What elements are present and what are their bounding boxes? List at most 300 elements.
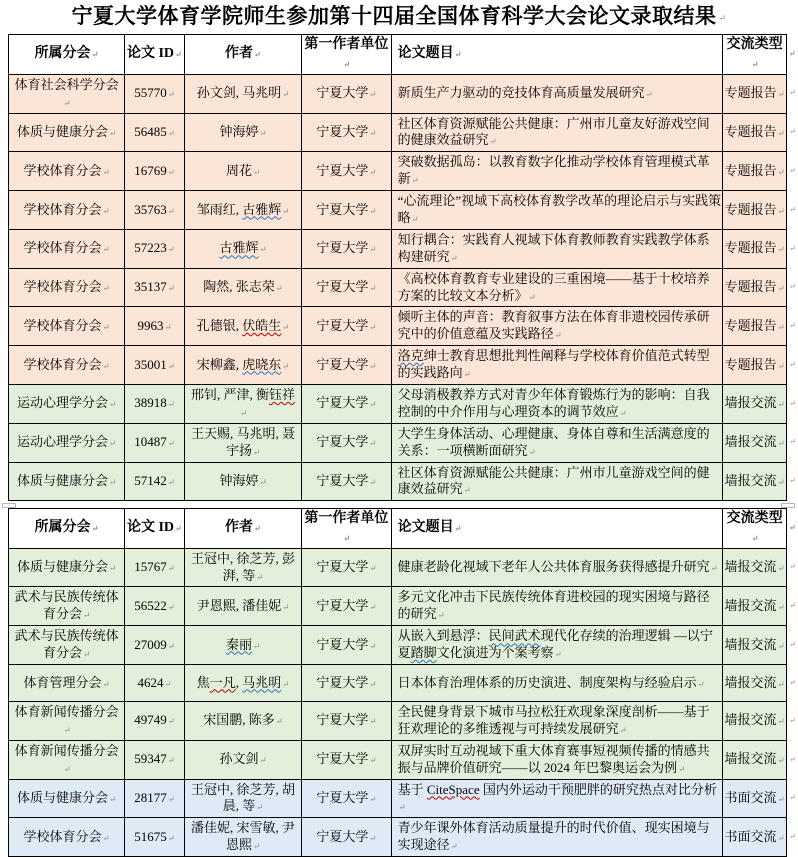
cell-text: 学校体育分会 ↵ bbox=[24, 240, 110, 255]
table-row bbox=[9, 346, 798, 385]
cell-title bbox=[391, 740, 723, 779]
cell-title bbox=[391, 384, 723, 423]
cell-text: 56522 ↵ bbox=[134, 598, 175, 613]
cell-affiliation bbox=[302, 268, 391, 307]
end-of-row-mark: ↵ bbox=[786, 740, 797, 779]
cell-text: 从嵌入到悬浮：民间武术现代化存续的治理逻辑 —以宁夏踏脚文化演进为个案考察 ↵ bbox=[398, 628, 713, 660]
cell-title bbox=[391, 307, 723, 346]
table-row bbox=[9, 307, 798, 346]
cell-authors bbox=[184, 384, 301, 423]
cell-division bbox=[9, 307, 125, 346]
cell-text: “心流理论”视域下高校体育教学改革的理论启示与实践策略 ↵ bbox=[398, 193, 722, 225]
cell-authors bbox=[184, 74, 301, 113]
end-of-row-mark: ↵ bbox=[786, 818, 797, 857]
cell-text: 35137 ↵ bbox=[134, 279, 175, 294]
cell-id bbox=[125, 268, 185, 307]
cell-title bbox=[391, 818, 723, 857]
cell-text: 体质与健康分会 ↵ bbox=[17, 473, 116, 488]
cell-division bbox=[9, 113, 125, 152]
cell-affiliation bbox=[302, 779, 391, 818]
cell-authors bbox=[184, 587, 301, 626]
cell-authors bbox=[184, 152, 301, 191]
cell-text: 宁夏大学 ↵ bbox=[316, 712, 376, 727]
cell-division bbox=[9, 152, 125, 191]
column-header-authors bbox=[184, 35, 301, 74]
cell-text: 倾听主体的声音：教育叙事方法在体育非遗校园传承研究中的价值意蕴及实践路径 ↵ bbox=[398, 309, 710, 341]
cell-id bbox=[125, 626, 185, 665]
spellcheck-underline: 洛克 bbox=[397, 348, 424, 364]
cell-text: 墙报交流 ↵ bbox=[725, 559, 785, 574]
cell-text: 38918 ↵ bbox=[134, 395, 175, 410]
cell-text: 体育管理分会 ↵ bbox=[24, 675, 110, 690]
cell-type bbox=[723, 229, 787, 268]
cell-text: 《高校体育教育专业建设的三重困境——基于十校培养方案的比较文本分析》 ↵ bbox=[398, 271, 710, 303]
cell-type bbox=[723, 587, 787, 626]
cell-division bbox=[9, 346, 125, 385]
cell-affiliation bbox=[302, 702, 391, 741]
cell-division bbox=[9, 74, 125, 113]
table-row bbox=[9, 740, 798, 779]
cell-text: 社区体育资源赋能公共健康：广州市儿童游戏空间的健康效益研究 ↵ bbox=[398, 465, 710, 497]
cell-text: 墙报交流 ↵ bbox=[725, 675, 785, 690]
cell-affiliation bbox=[302, 587, 391, 626]
column-header-label: 论文题目 ↵ bbox=[398, 520, 462, 535]
cell-text: 35763 ↵ bbox=[134, 202, 175, 217]
end-of-row-mark: ↵ bbox=[786, 307, 797, 346]
cell-id bbox=[125, 152, 185, 191]
cell-text: 59347 ↵ bbox=[134, 751, 175, 766]
cell-text: 知行耦合：实践育人视域下体育教师教育实践教学体系构建研究 ↵ bbox=[398, 232, 710, 264]
cell-text: 56485 ↵ bbox=[134, 124, 175, 139]
column-header-label: 所属分会 ↵ bbox=[35, 46, 99, 61]
cell-title bbox=[391, 191, 723, 230]
cell-id bbox=[125, 740, 185, 779]
page-title: 宁夏大学体育学院师生参加第十四届全国体育科学大会论文录取结果 ↵ bbox=[0, 2, 798, 30]
cell-text: 焦一凡, 马兆明 ↵ bbox=[197, 675, 290, 690]
cell-type bbox=[723, 113, 787, 152]
cell-affiliation bbox=[302, 548, 391, 587]
table-row bbox=[9, 626, 798, 665]
cell-affiliation bbox=[302, 818, 391, 857]
table-row bbox=[9, 74, 798, 113]
cell-text: 专题报告 ↵ bbox=[725, 85, 785, 100]
cell-type bbox=[723, 548, 787, 587]
cell-text: 邢钊, 严津, 衡钰祥 ↵ bbox=[191, 387, 295, 419]
cell-type bbox=[723, 740, 787, 779]
column-header-affiliation bbox=[302, 509, 391, 548]
cell-text: 宁夏大学 ↵ bbox=[316, 473, 376, 488]
cell-text: 孙文剑 ↵ bbox=[219, 751, 266, 766]
cell-text: 墙报交流 ↵ bbox=[725, 598, 785, 613]
cell-text: 洛克绅士教育思想批判性阐释与学校体育价值范式转型的实践路向 ↵ bbox=[398, 348, 710, 380]
cell-text: 55770 ↵ bbox=[134, 85, 175, 100]
cell-type bbox=[723, 346, 787, 385]
cell-type bbox=[723, 74, 787, 113]
cell-text: 运动心理学分会 ↵ bbox=[17, 395, 116, 410]
column-header-label: 交流类型 ↵ bbox=[727, 37, 783, 70]
cell-affiliation bbox=[302, 462, 391, 501]
cell-text bbox=[226, 637, 260, 652]
column-header-division bbox=[9, 509, 125, 548]
cell-text: 宋柳鑫, 虎晓东 ↵ bbox=[197, 357, 290, 372]
cell-title bbox=[391, 626, 723, 665]
cell-type bbox=[723, 818, 787, 857]
cell-type bbox=[723, 626, 787, 665]
cell-text: 宋国鹏, 陈多 ↵ bbox=[203, 712, 283, 727]
cell-id bbox=[125, 462, 185, 501]
cell-division bbox=[9, 587, 125, 626]
cell-text: 27009 ↵ bbox=[134, 637, 175, 652]
cell-affiliation bbox=[302, 191, 391, 230]
cell-text: 体质与健康分会 ↵ bbox=[17, 559, 116, 574]
end-of-row-mark: ↵ bbox=[786, 113, 797, 152]
cell-text: 学校体育分会 ↵ bbox=[24, 318, 110, 333]
cell-text: 15767 ↵ bbox=[134, 559, 175, 574]
cell-text: 新质生产力驱动的竞技体育高质量发展研究 ↵ bbox=[398, 85, 653, 100]
header-row bbox=[9, 35, 798, 74]
spellcheck-underline: 伏皓生 bbox=[242, 317, 282, 333]
cell-text: 28177 ↵ bbox=[134, 790, 175, 805]
table-row bbox=[9, 423, 798, 462]
cell-text: 孙文剑, 马兆明 ↵ bbox=[197, 85, 290, 100]
table-row bbox=[9, 152, 798, 191]
table-row bbox=[9, 462, 798, 501]
spellcheck-underline: 古雅辉 bbox=[219, 240, 259, 256]
cell-text: 突破数据孤岛：以教育数字化推动学校体育管理模式革新 ↵ bbox=[398, 154, 710, 186]
cell-id bbox=[125, 423, 185, 462]
cell-division bbox=[9, 740, 125, 779]
cell-text: 钟海婷 ↵ bbox=[219, 473, 266, 488]
cell-affiliation bbox=[302, 346, 391, 385]
column-header-label: 第一作者单位 ↵ bbox=[304, 37, 388, 70]
cell-authors bbox=[184, 740, 301, 779]
cell-text: 学校体育分会 ↵ bbox=[24, 202, 110, 217]
cell-text: 日本体育治理体系的历史演进、制度架构与经验启示 ↵ bbox=[398, 675, 705, 690]
end-of-row-mark: ↵ bbox=[786, 702, 797, 741]
results-table-2 bbox=[8, 508, 798, 857]
cell-text: 学校体育分会 ↵ bbox=[24, 279, 110, 294]
cell-text: 4624 ↵ bbox=[138, 675, 172, 690]
cell-id bbox=[125, 384, 185, 423]
end-of-row-mark: ↵ bbox=[786, 346, 797, 385]
cell-text: 运动心理学分会 ↵ bbox=[17, 434, 116, 449]
spellcheck-underline: 踏脚 bbox=[410, 645, 437, 661]
table-row bbox=[9, 665, 798, 702]
cell-text: 体育新闻传播分会 ↵ bbox=[15, 704, 119, 736]
cell-type bbox=[723, 152, 787, 191]
cell-text: 专题报告 ↵ bbox=[725, 318, 785, 333]
cell-text: 周花 ↵ bbox=[226, 163, 260, 178]
cell-authors bbox=[184, 268, 301, 307]
end-of-row-mark: ↵ bbox=[786, 587, 797, 626]
spellcheck-underline: 民间武术 bbox=[488, 628, 541, 644]
cell-text: 宁夏大学 ↵ bbox=[316, 357, 376, 372]
cell-text: 双屏实时互动视域下重大体育赛事短视频传播的情感共振与品牌价值研究——以 2024 年巴黎奥运会为例 ↵ bbox=[398, 743, 710, 775]
cell-type bbox=[723, 307, 787, 346]
cell-text: 宁夏大学 ↵ bbox=[316, 434, 376, 449]
cell-authors bbox=[184, 702, 301, 741]
cell-authors bbox=[184, 229, 301, 268]
end-of-row-mark: ↵ bbox=[786, 665, 797, 702]
cell-authors bbox=[184, 548, 301, 587]
document-page bbox=[0, 2, 798, 851]
cell-affiliation bbox=[302, 740, 391, 779]
table-row bbox=[9, 818, 798, 857]
cell-affiliation bbox=[302, 229, 391, 268]
cell-text: 武术与民族传统体育分会 ↵ bbox=[15, 589, 119, 621]
cell-title bbox=[391, 346, 723, 385]
cell-text: 专题报告 ↵ bbox=[725, 202, 785, 217]
cell-text: 宁夏大学 ↵ bbox=[316, 202, 376, 217]
cell-division bbox=[9, 229, 125, 268]
cell-text: 宁夏大学 ↵ bbox=[316, 829, 376, 844]
cell-type bbox=[723, 423, 787, 462]
cell-text: 专题报告 ↵ bbox=[725, 357, 785, 372]
spellcheck-underline: 马兆明 bbox=[242, 674, 282, 690]
cell-division bbox=[9, 268, 125, 307]
end-of-row-mark: ↵ bbox=[786, 152, 797, 191]
cell-affiliation bbox=[302, 665, 391, 702]
cell-text: 邹雨红, 古雅辉 ↵ bbox=[197, 202, 290, 217]
cell-type bbox=[723, 702, 787, 741]
cell-division bbox=[9, 818, 125, 857]
cell-text: 35001 ↵ bbox=[134, 357, 175, 372]
spellcheck-underline: CiteSpace bbox=[426, 781, 480, 797]
column-header-type bbox=[723, 509, 787, 548]
cell-title bbox=[391, 423, 723, 462]
column-header-title bbox=[391, 509, 723, 548]
column-header-label: 论文 ID ↵ bbox=[127, 46, 182, 61]
cell-text: 父母消极教养方式对青少年体育锻炼行为的影响：自我控制的中介作用与心理资本的调节效应 ↵ bbox=[398, 387, 710, 419]
column-header-label: 论文 ID ↵ bbox=[127, 520, 182, 535]
cell-authors bbox=[184, 307, 301, 346]
spellcheck-underline: 虎晓东 bbox=[242, 356, 282, 372]
cell-text: 宁夏大学 ↵ bbox=[316, 240, 376, 255]
cell-affiliation bbox=[302, 423, 391, 462]
spellcheck-underline: 钰祥 bbox=[269, 386, 296, 402]
spellcheck-underline: 一凡 bbox=[209, 674, 236, 690]
cell-division bbox=[9, 665, 125, 702]
results-table-1 bbox=[8, 34, 798, 501]
column-header-label: 作者 ↵ bbox=[225, 520, 261, 535]
cell-text: 专题报告 ↵ bbox=[725, 240, 785, 255]
cell-division bbox=[9, 384, 125, 423]
table-header bbox=[9, 509, 798, 548]
cell-text: 宁夏大学 ↵ bbox=[316, 675, 376, 690]
cell-division bbox=[9, 191, 125, 230]
cell-text: 宁夏大学 ↵ bbox=[316, 85, 376, 100]
cell-text: 王冠中, 徐芝芳, 胡晨, 等 ↵ bbox=[191, 782, 295, 814]
cell-title bbox=[391, 74, 723, 113]
cell-division bbox=[9, 423, 125, 462]
cell-text: 尹恩熙, 潘佳妮 ↵ bbox=[197, 598, 290, 613]
column-header-id bbox=[125, 35, 185, 74]
cell-id bbox=[125, 548, 185, 587]
cell-division bbox=[9, 779, 125, 818]
cell-text: 全民健身背景下城市马拉松狂欢现象深度剖析——基于狂欢理论的多维透视与可持续发展研究 ↵ bbox=[398, 704, 710, 736]
cell-authors bbox=[184, 626, 301, 665]
cell-text: 学校体育分会 ↵ bbox=[24, 829, 110, 844]
cell-affiliation bbox=[302, 74, 391, 113]
end-of-row-mark: ↵ bbox=[786, 548, 797, 587]
cell-id bbox=[125, 346, 185, 385]
cell-text: 宁夏大学 ↵ bbox=[316, 790, 376, 805]
cell-title bbox=[391, 113, 723, 152]
cell-text: 墙报交流 ↵ bbox=[725, 637, 785, 652]
cell-text: 57142 ↵ bbox=[134, 473, 175, 488]
cell-affiliation bbox=[302, 152, 391, 191]
cell-authors bbox=[184, 346, 301, 385]
cell-title bbox=[391, 587, 723, 626]
end-of-row-mark: ↵ bbox=[786, 462, 797, 501]
cell-title bbox=[391, 268, 723, 307]
cell-text: 潘佳妮, 宋雪敏, 尹恩熙 ↵ bbox=[191, 820, 295, 852]
cell-text: 宁夏大学 ↵ bbox=[316, 559, 376, 574]
cell-text: 9963 ↵ bbox=[138, 318, 172, 333]
cell-title bbox=[391, 152, 723, 191]
cell-text: 书面交流 ↵ bbox=[725, 829, 785, 844]
cell-text: 墙报交流 ↵ bbox=[725, 751, 785, 766]
column-header-type bbox=[723, 35, 787, 74]
end-of-row-mark: ↵ bbox=[786, 35, 797, 74]
cell-division bbox=[9, 462, 125, 501]
cell-text: 宁夏大学 ↵ bbox=[316, 163, 376, 178]
cell-authors bbox=[184, 818, 301, 857]
cell-authors bbox=[184, 462, 301, 501]
cell-text: 书面交流 ↵ bbox=[725, 790, 785, 805]
column-header-title bbox=[391, 35, 723, 74]
cell-text: 51675 ↵ bbox=[134, 829, 175, 844]
column-header-label: 交流类型 ↵ bbox=[727, 511, 783, 544]
cell-text bbox=[219, 240, 266, 255]
cell-authors bbox=[184, 665, 301, 702]
cell-authors bbox=[184, 113, 301, 152]
cell-text: 宁夏大学 ↵ bbox=[316, 279, 376, 294]
table-row bbox=[9, 229, 798, 268]
cell-authors bbox=[184, 779, 301, 818]
table-row bbox=[9, 587, 798, 626]
table-body bbox=[9, 548, 798, 856]
cell-title bbox=[391, 702, 723, 741]
column-header-id bbox=[125, 509, 185, 548]
cell-type bbox=[723, 779, 787, 818]
table-row bbox=[9, 779, 798, 818]
end-of-row-mark: ↵ bbox=[786, 229, 797, 268]
cell-text: 墙报交流 ↵ bbox=[725, 712, 785, 727]
column-header-authors bbox=[184, 509, 301, 548]
table-row bbox=[9, 702, 798, 741]
column-header-label: 论文题目 ↵ bbox=[398, 46, 462, 61]
cell-text: 57223 ↵ bbox=[134, 240, 175, 255]
cell-division bbox=[9, 626, 125, 665]
cell-text: 宁夏大学 ↵ bbox=[316, 751, 376, 766]
cell-text: 墙报交流 ↵ bbox=[725, 434, 785, 449]
end-of-row-mark: ↵ bbox=[786, 268, 797, 307]
cell-type bbox=[723, 462, 787, 501]
cell-text: 体育社会科学分会 ↵ bbox=[15, 77, 119, 109]
table-separator bbox=[2, 501, 795, 508]
cell-text: 王天赐, 马兆明, 聂宇扬 ↵ bbox=[191, 426, 295, 458]
column-header-label: 作者 ↵ bbox=[225, 46, 261, 61]
column-header-division bbox=[9, 35, 125, 74]
cell-text: 青少年课外体育活动质量提升的时代价值、现实困境与实现途径 ↵ bbox=[398, 820, 710, 852]
end-of-row-mark: ↵ bbox=[786, 509, 797, 548]
table-header bbox=[9, 35, 798, 74]
cell-text: 49749 ↵ bbox=[134, 712, 175, 727]
cell-text: 学校体育分会 ↵ bbox=[24, 163, 110, 178]
cell-authors bbox=[184, 423, 301, 462]
table-row bbox=[9, 548, 798, 587]
cell-text: 王冠中, 徐芝芳, 彭湃, 等 ↵ bbox=[191, 551, 295, 583]
cell-id bbox=[125, 307, 185, 346]
cell-text: 大学生身体活动、心理健康、身体自尊和生活满意度的关系：一项横断面研究 ↵ bbox=[398, 426, 710, 458]
cell-affiliation bbox=[302, 384, 391, 423]
cell-id bbox=[125, 702, 185, 741]
end-of-row-mark: ↵ bbox=[786, 74, 797, 113]
column-header-label: 所属分会 ↵ bbox=[35, 520, 99, 535]
table-body bbox=[9, 74, 798, 501]
cell-text: 健康老龄化视域下老年人公共体育服务获得感提升研究 ↵ bbox=[398, 559, 718, 574]
cell-text: 陶然, 张志荣 ↵ bbox=[203, 279, 283, 294]
spellcheck-underline: 古雅辉 bbox=[242, 201, 282, 217]
cell-text: 10487 ↵ bbox=[134, 434, 175, 449]
spellcheck-underline: 秦丽 bbox=[225, 636, 252, 652]
cell-text: 基于 CiteSpace 国内外运动干预肥胖的研究热点对比分析 ↵ bbox=[398, 782, 717, 814]
cell-id bbox=[125, 665, 185, 702]
cell-text: 多元文化冲击下民族传统体育进校园的现实困境与路径的研究 ↵ bbox=[398, 589, 710, 621]
header-row bbox=[9, 509, 798, 548]
end-of-row-mark: ↵ bbox=[786, 626, 797, 665]
column-header-affiliation bbox=[302, 35, 391, 74]
cell-text: 宁夏大学 ↵ bbox=[316, 637, 376, 652]
cell-type bbox=[723, 268, 787, 307]
cell-type bbox=[723, 665, 787, 702]
cell-text: 专题报告 ↵ bbox=[725, 124, 785, 139]
cell-affiliation bbox=[302, 113, 391, 152]
cell-text: 宁夏大学 ↵ bbox=[316, 318, 376, 333]
cell-id bbox=[125, 818, 185, 857]
cell-title bbox=[391, 229, 723, 268]
cell-title bbox=[391, 462, 723, 501]
cell-id bbox=[125, 113, 185, 152]
cell-title bbox=[391, 779, 723, 818]
cell-text: 钟海婷 ↵ bbox=[219, 124, 266, 139]
cell-text: 学校体育分会 ↵ bbox=[24, 357, 110, 372]
end-of-row-mark: ↵ bbox=[786, 423, 797, 462]
cell-title bbox=[391, 665, 723, 702]
cell-id bbox=[125, 587, 185, 626]
cell-text: 社区体育资源赋能公共健康：广州市儿童友好游戏空间的健康效益研究 ↵ bbox=[398, 116, 710, 148]
cell-text: 体质与健康分会 ↵ bbox=[17, 124, 116, 139]
cell-text: 专题报告 ↵ bbox=[725, 279, 785, 294]
cell-id bbox=[125, 191, 185, 230]
cell-text: 体质与健康分会 ↵ bbox=[17, 790, 116, 805]
table-row bbox=[9, 384, 798, 423]
cell-text: 16769 ↵ bbox=[134, 163, 175, 178]
end-of-row-mark: ↵ bbox=[786, 779, 797, 818]
cell-text: 宁夏大学 ↵ bbox=[316, 395, 376, 410]
cell-text: 墙报交流 ↵ bbox=[725, 395, 785, 410]
cell-authors bbox=[184, 191, 301, 230]
cell-division bbox=[9, 702, 125, 741]
end-of-row-mark: ↵ bbox=[786, 191, 797, 230]
cell-id bbox=[125, 229, 185, 268]
table-row bbox=[9, 268, 798, 307]
column-header-label: 第一作者单位 ↵ bbox=[304, 511, 388, 544]
cell-affiliation bbox=[302, 626, 391, 665]
cell-text: 墙报交流 ↵ bbox=[725, 473, 785, 488]
cell-title bbox=[391, 548, 723, 587]
